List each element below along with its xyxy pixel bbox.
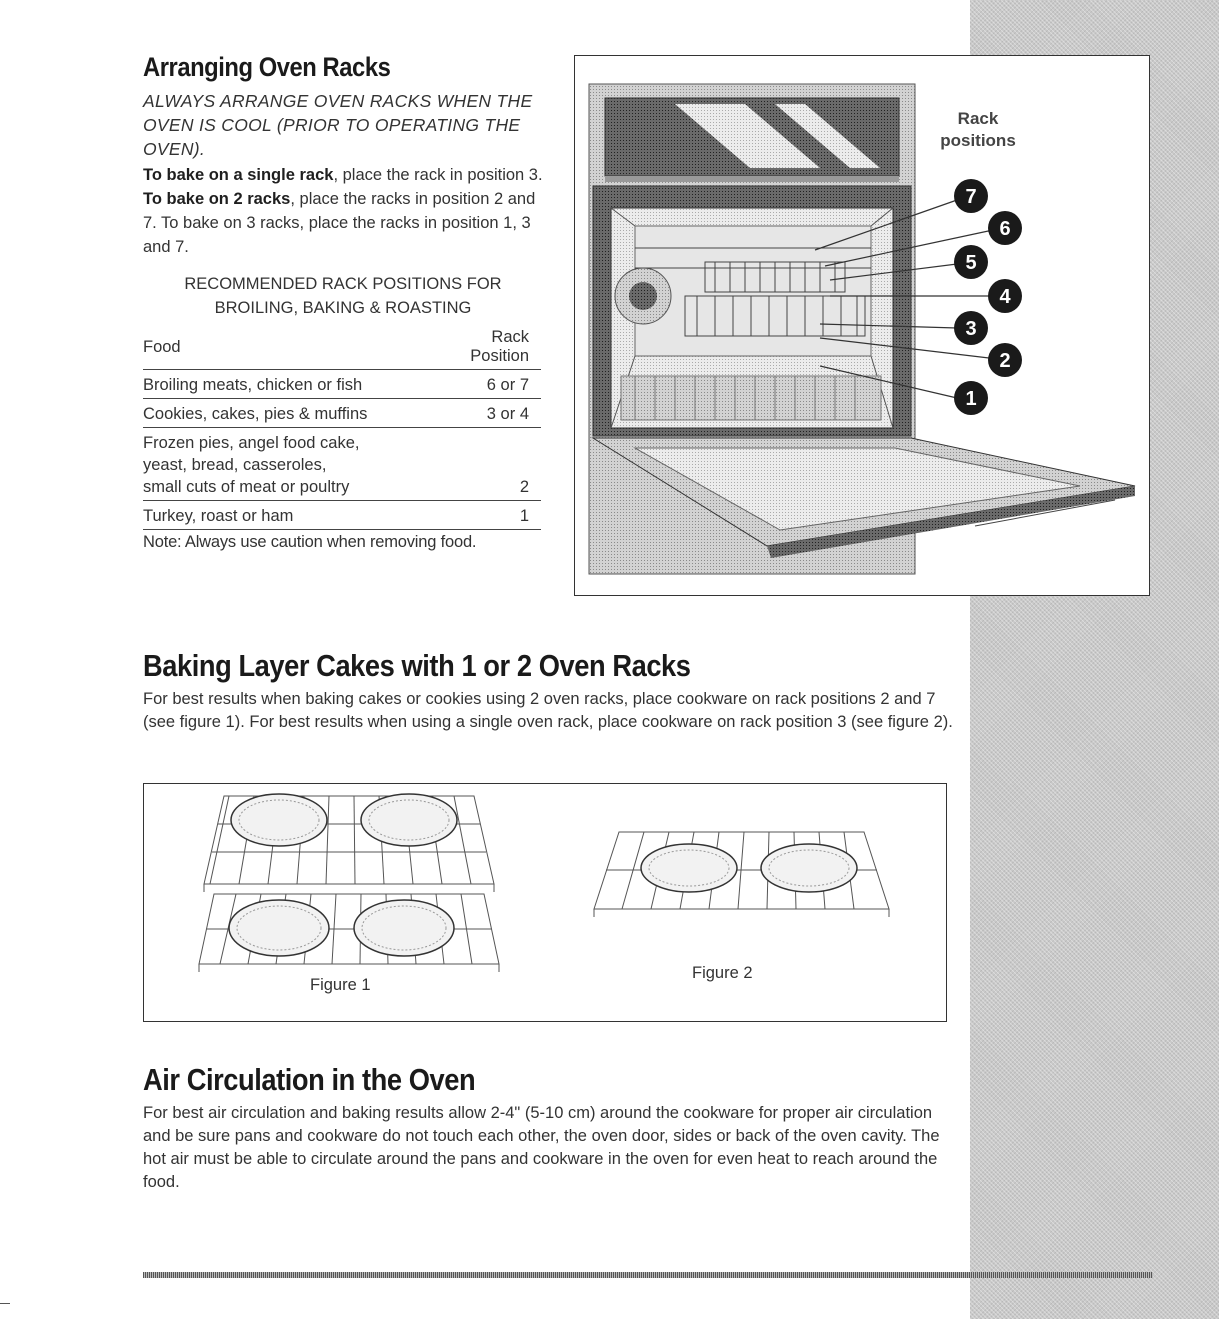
food-line: Frozen pies, angel food cake, — [143, 434, 360, 452]
table-row — [143, 370, 541, 399]
position-cell: 6 or 7 — [449, 370, 541, 399]
rack-badge-2: 2 — [999, 350, 1011, 372]
section-title-cakes: Baking Layer Cakes with 1 or 2 Oven Racks — [143, 648, 691, 683]
crop-mark — [0, 1303, 10, 1304]
section-arranging-racks — [143, 52, 543, 552]
two-rack-lead: To bake on 2 racks — [143, 190, 291, 208]
table-row — [143, 399, 541, 428]
table-row — [143, 428, 541, 501]
food-cell: Broiling meats, chicken or fish — [143, 370, 449, 399]
rack-figures-box — [143, 783, 947, 1022]
position-cell: 1 — [449, 501, 541, 530]
section-air-circulation — [143, 1062, 953, 1194]
footer-rule — [143, 1272, 1153, 1278]
rack-badge-6: 6 — [999, 218, 1011, 240]
col-header-position: Rack Position — [449, 328, 541, 370]
rack-badge-4: 4 — [999, 286, 1011, 308]
rack-label-line2: positions — [940, 131, 1016, 150]
cakes-paragraph: For best results when baking cakes or cookies using 2 oven racks, place cookware on rack positions 2 and 7 (see figure 1). For best results when using a single oven rack, place cookware on rack position 3 (see figure 2). — [143, 690, 953, 731]
rack-label-line1: Rack — [957, 109, 999, 128]
food-line: yeast, bread, casseroles, — [143, 456, 327, 474]
recommended-title-line1: RECOMMENDED RACK POSITIONS FOR — [184, 275, 502, 293]
single-rack-text: , place the rack in position 3. — [333, 166, 543, 184]
rack-badge-3: 3 — [965, 318, 977, 340]
two-rack-text: , place the racks in position 2 and 7. To bake on 3 racks, place the racks in position 1, 3 and 7. — [143, 190, 536, 256]
caution-note: Note: Always use caution when removing food. — [143, 533, 477, 551]
recommended-title-line2: BROILING, BAKING & ROASTING — [214, 299, 472, 317]
position-cell: 3 or 4 — [449, 399, 541, 428]
rack-instructions — [143, 163, 543, 259]
section-layer-cakes — [143, 648, 953, 734]
table-row — [143, 501, 541, 530]
food-cell: Cookies, cakes, pies & muffins — [143, 399, 449, 428]
rack-badge-1: 1 — [965, 388, 977, 410]
figure-2-caption: Figure 2 — [692, 964, 753, 982]
rack-position-table — [143, 328, 541, 530]
position-cell: 2 — [449, 428, 541, 501]
food-cell: Turkey, roast or ham — [143, 501, 449, 530]
food-line: small cuts of meat or poultry — [143, 478, 350, 496]
food-cell — [143, 428, 449, 501]
section-title-arranging: Arranging Oven Racks — [143, 52, 391, 82]
table-header-row — [143, 328, 541, 370]
rack-badge-5: 5 — [965, 252, 977, 274]
rack-badge-7: 7 — [965, 186, 977, 208]
section-title-air: Air Circulation in the Oven — [143, 1062, 476, 1097]
figure-1-caption: Figure 1 — [310, 976, 371, 994]
oven-rack-figure — [574, 55, 1150, 596]
col-header-food: Food — [143, 328, 449, 370]
cake-rack-illustrations — [144, 784, 945, 1020]
recommended-title — [143, 272, 543, 320]
rack-positions-label — [933, 108, 1023, 152]
oven-illustration — [575, 56, 1148, 594]
air-paragraph: For best air circulation and baking results allow 2-4" (5-10 cm) around the cookware for proper air circulation and be sure pans and cookware do not touch each other, the oven door, sides or back of the oven cavity. The hot air must be able to circulate around the pans and cookware in the oven for even heat to reach around the food. — [143, 1104, 940, 1191]
single-rack-lead: To bake on a single rack — [143, 166, 334, 184]
cool-oven-warning: ALWAYS ARRANGE OVEN RACKS WHEN THE OVEN IS COOL (PRIOR TO OPERATING THE OVEN). — [143, 91, 533, 159]
